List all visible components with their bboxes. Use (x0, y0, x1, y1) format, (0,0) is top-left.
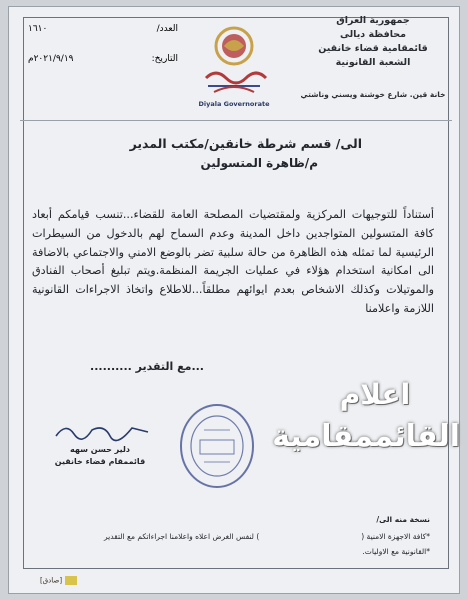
overlay-caption (272, 375, 460, 459)
letter-body: أستناداً للتوجيهات المركزية ولمقتضيات المصلحة العامة للقضاء...تنسب قيامكم أبعاد كافة المتسولين المتواجدين داخل المدينة وعدم السماح لهم بالدخول من السيطرات الرئيسية لما تمثله هذه الظاهرة من حالة سلبية تضر بالوضع الامني والاجتماعي بالاضافة الى امكانية استخدام هؤلاء في عمليات الجريمة المنظمة.ويتم تبليغ أصحاب الفنادق والموتيلات وكذلك الاشخاص بعدم ايوائهم مطلقاً...للاطلاع واتخاذ الاجراءات القانونية اللازمة واعلامنا (32, 208, 434, 315)
copy-item-security: *كافة الاجهزة الامنية ( (361, 532, 430, 541)
reference-date-value: ٢٠٢١/٩/١٩م (28, 54, 74, 64)
logo-emblem-icon (196, 22, 272, 100)
official-seal-icon (178, 402, 256, 490)
reference-date-row (28, 52, 178, 66)
issuer-line-country: جمهورية العراق (336, 15, 410, 26)
issuer-header (298, 14, 448, 102)
footer-mark (40, 576, 77, 585)
governorate-logo (196, 22, 272, 114)
signatory-title: قائممقام قضاء خانقين (54, 457, 146, 466)
footer-text: [صادق] (40, 576, 63, 585)
reference-number-value: ١٦١٠ (28, 24, 48, 34)
signatory-name: دلير حسن سهه (69, 445, 131, 454)
reference-number-row (28, 22, 178, 36)
issuer-line-district: قائمقامية قضاء خانقين (318, 43, 428, 54)
reference-block (28, 22, 178, 66)
copies-heading: نسخة منه الى/ (376, 515, 430, 524)
header-divider (20, 120, 452, 121)
recipient-line: الى/ قسم شرطة خانقين/مكتب المدير (129, 136, 362, 151)
copy-item-legal: *القانونية مع الاوليات. (362, 547, 430, 556)
footer-color-box (65, 576, 77, 585)
overlay-line-1: اعلام (339, 378, 411, 411)
issuer-line-province: محافظة ديالى (339, 29, 407, 40)
logo-caption: Diyala Governorate (198, 100, 270, 108)
signature-block (40, 430, 160, 468)
reference-date-label: التاريخ: (151, 54, 178, 64)
overlay-line-2: القائممقامية (272, 419, 460, 454)
issuer-address: خانة قين. شارع خوشنة ويسني وناشتي (300, 90, 446, 99)
subject-line: م/ظاهرة المتسولين (200, 156, 318, 170)
issuer-line-department: الشعبة القانونية (335, 57, 411, 68)
copy-item-security-purpose: ) لنفس الغرض اعلاه واعلامنا اجراءاتكم مع التقدير (104, 532, 260, 541)
closing-line: ...مع التقدير .......... (90, 360, 204, 373)
reference-number-label: العدد/ (156, 24, 178, 34)
